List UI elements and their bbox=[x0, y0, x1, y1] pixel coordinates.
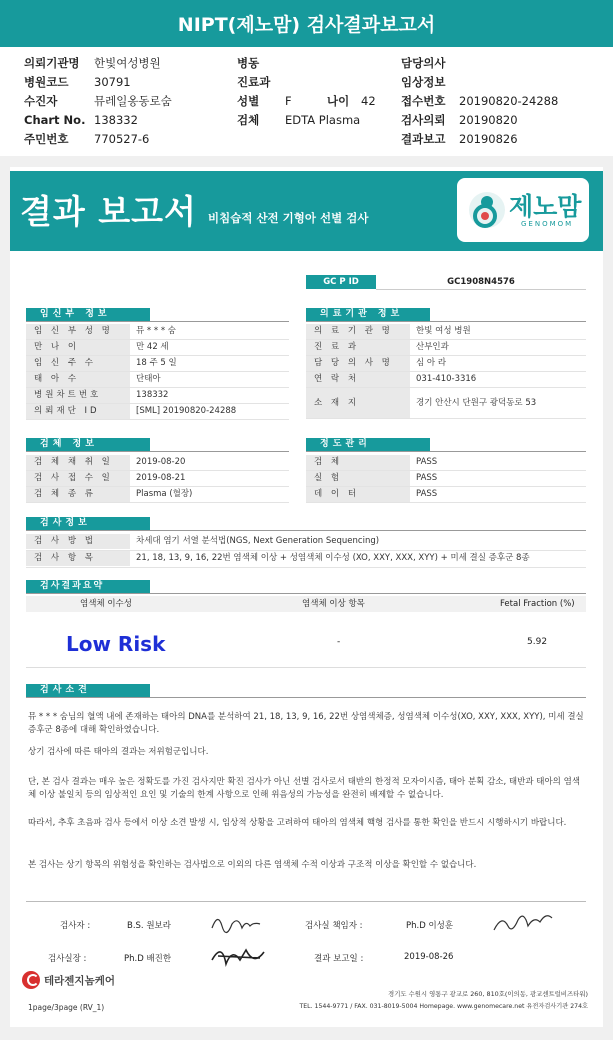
divider bbox=[26, 697, 586, 698]
header-col-2 bbox=[237, 54, 397, 130]
manager-name: Ph.D 이성훈 bbox=[406, 921, 454, 931]
report-date-label: 결과 보고일 : bbox=[314, 954, 364, 964]
hdr-label: 임상정보 bbox=[401, 75, 446, 89]
table-row bbox=[26, 534, 586, 551]
table-row bbox=[306, 455, 586, 471]
opinion-paragraph-5: 본 검사는 상기 항목의 위험성을 확인하는 검사법으로 이외의 다른 염색체 수적 이상과 구조적 이상을 확인할 수 없습니다. bbox=[28, 860, 477, 870]
row-value: PASS bbox=[416, 473, 438, 483]
hdr-row bbox=[401, 92, 601, 111]
hdr-label: 검사의뢰 bbox=[401, 113, 446, 127]
row-value: 031-410-3316 bbox=[416, 374, 477, 384]
chief-signature bbox=[206, 938, 268, 972]
hdr-label: 접수번호 bbox=[401, 94, 446, 108]
row-key: 의 료 기 관 명 bbox=[306, 324, 410, 339]
company-contact: TEL. 1544-9771 / FAX. 031-8019-5004 Homepage. www.genomecare.net 유전자검사기관 274호 bbox=[299, 1003, 588, 1010]
row-key: 임 신 부 성 명 bbox=[26, 324, 130, 339]
row-key: 임 신 주 수 bbox=[26, 356, 130, 371]
summary-item-value: - bbox=[337, 637, 341, 647]
opinion-paragraph-4: 따라서, 추후 초음파 검사 등에서 이상 소견 발생 시, 임상적 상황을 고려하여 태아의 염색체 핵형 검사를 통한 확인을 반드시 시행하시기 바랍니다. bbox=[28, 818, 567, 828]
hdr-row bbox=[24, 130, 224, 149]
hdr-row bbox=[24, 92, 224, 111]
hdr-label: 담당의사 bbox=[401, 56, 446, 70]
report-title: NIPT(제노맘) 검사결과보고서 bbox=[177, 14, 436, 36]
row-key: 병원차트번호 bbox=[26, 388, 130, 403]
hdr-label: 성별 bbox=[237, 94, 260, 108]
hdr-value: 770527-6 bbox=[94, 132, 150, 146]
hdr-row bbox=[401, 111, 601, 130]
summary-col-items: 염색체 이상 항목 bbox=[302, 599, 365, 609]
section-patient-title: 임신부 정보 bbox=[26, 308, 150, 321]
table-row bbox=[306, 487, 586, 503]
table-row bbox=[306, 324, 586, 340]
table-row bbox=[26, 356, 289, 372]
divider bbox=[26, 451, 289, 452]
manager-signature bbox=[488, 906, 558, 940]
section-summary-title: 검사결과요약 bbox=[26, 580, 150, 593]
row-value: 뮤 * * * 숨 bbox=[136, 326, 176, 336]
row-value: 심 아 라 bbox=[416, 358, 447, 368]
row-key: 데 이 터 bbox=[306, 487, 410, 502]
company-address: 경기도 수원시 영통구 광교로 260, 810호(이의동, 광교센트럴비즈타워) bbox=[388, 990, 588, 998]
table-row bbox=[26, 471, 289, 487]
section-institution-title: 의료기관 정보 bbox=[306, 308, 430, 321]
row-value: [SML] 20190820-24288 bbox=[136, 406, 237, 416]
summary-header-row bbox=[26, 596, 586, 612]
row-key: 태 아 수 bbox=[26, 372, 130, 387]
hdr-row bbox=[24, 54, 224, 73]
header-col-1 bbox=[24, 54, 224, 149]
table-row bbox=[26, 551, 586, 568]
table-row bbox=[306, 471, 586, 487]
hdr-label: 주민번호 bbox=[24, 132, 69, 146]
row-value: PASS bbox=[416, 489, 438, 499]
hdr-value: 한빛여성병원 bbox=[94, 56, 161, 70]
hdr-label: Chart No. bbox=[24, 113, 86, 127]
row-value: 차세대 염기 서열 분석법(NGS, Next Generation Sequencing) bbox=[136, 536, 380, 546]
age-label: 나이 bbox=[327, 94, 350, 108]
genomom-logo-icon bbox=[467, 190, 507, 230]
table-row bbox=[26, 388, 289, 404]
summary-col-ff: Fetal Fraction (%) bbox=[500, 599, 575, 609]
table-row bbox=[306, 340, 586, 356]
page-number: 1page/3page (RV_1) bbox=[28, 1003, 105, 1012]
genomom-logo bbox=[457, 178, 589, 242]
fetal-fraction-value: 5.92 bbox=[527, 637, 548, 647]
row-value: 만 42 세 bbox=[136, 342, 169, 352]
section-specimen-title: 검체 정보 bbox=[26, 438, 150, 451]
divider bbox=[26, 593, 586, 594]
banner-title: 결과 보고서 bbox=[20, 192, 197, 231]
row-value: 2019-08-20 bbox=[136, 457, 186, 467]
row-key: 검 사 접 수 일 bbox=[26, 471, 130, 486]
row-value: 18 주 5 일 bbox=[136, 358, 177, 368]
row-value: PASS bbox=[416, 457, 438, 467]
chief-label: 검사실장 : bbox=[48, 954, 87, 964]
table-row bbox=[306, 372, 586, 388]
table-row bbox=[26, 372, 289, 388]
divider bbox=[26, 321, 289, 322]
hdr-label: 진료과 bbox=[237, 75, 271, 89]
row-key: 진 료 과 bbox=[306, 340, 410, 355]
gcpid-label: GC P ID bbox=[306, 275, 376, 289]
hdr-label: 병원코드 bbox=[24, 75, 69, 89]
header-col-3 bbox=[401, 54, 601, 149]
hdr-value: 20190820-24288 bbox=[459, 94, 559, 108]
report-date-value: 2019-08-26 bbox=[404, 952, 454, 962]
hdr-label: 결과보고 bbox=[401, 132, 446, 146]
hdr-row bbox=[401, 54, 601, 73]
row-value: 경기 안산시 단원구 광덕동로 53 bbox=[416, 398, 537, 408]
hdr-value: 20190820 bbox=[459, 113, 518, 127]
hdr-row bbox=[24, 111, 224, 130]
tester-label: 검사자 : bbox=[60, 921, 91, 931]
company-logo-mark bbox=[27, 974, 39, 986]
row-value: 단태아 bbox=[136, 374, 161, 384]
table-row bbox=[26, 340, 289, 356]
table-row bbox=[306, 356, 586, 372]
risk-result: Low Risk bbox=[66, 632, 166, 656]
section-opinion-title: 검사소견 bbox=[26, 684, 150, 697]
table-row bbox=[26, 487, 289, 503]
row-value: 산부인과 bbox=[416, 342, 449, 352]
divider bbox=[306, 451, 586, 452]
row-key: 검 체 채 취 일 bbox=[26, 455, 130, 470]
opinion-paragraph-3: 단, 본 검사 결과는 매우 높은 정확도를 가진 검사지만 확진 검사가 아닌 선별 검사로서 태반의 한정적 모자이시즘, 태아 분획 감소, 태반과 태아의 염색체 이상 불일치 등의 임상적인 요인 및 기술의 한계 사항으로 인해 위음성의 가능성을 완전히 배제할 수 없습니다. bbox=[28, 777, 581, 800]
hdr-row bbox=[401, 73, 601, 92]
divider bbox=[26, 901, 586, 902]
opinion-paragraph-2: 상기 검사에 따른 태아의 결과는 저위험군입니다. bbox=[28, 747, 209, 757]
hdr-value: EDTA Plasma bbox=[285, 113, 361, 127]
summary-col-aneuploidy: 염색체 이수성 bbox=[80, 599, 132, 609]
hdr-label: 병동 bbox=[237, 56, 260, 70]
row-value: Plasma (혈장) bbox=[136, 489, 193, 499]
specimen-table bbox=[26, 455, 289, 503]
test-table bbox=[26, 534, 586, 568]
table-row bbox=[26, 404, 289, 420]
row-key: 만 나 이 bbox=[26, 340, 130, 355]
hdr-value: 뮤레일옹동로숨 bbox=[94, 94, 172, 108]
logo-sub: GENOMOM bbox=[521, 220, 574, 228]
row-key: 검 체 종 류 bbox=[26, 487, 130, 502]
row-value: 21, 18, 13, 9, 16, 22번 염색체 이상 + 성염색체 이수성 (XO, XXY, XXX, XYY) + 미세 결실 증후군 8종 bbox=[136, 553, 530, 563]
chief-name: Ph.D 배진한 bbox=[124, 954, 172, 964]
tester-signature bbox=[208, 910, 264, 938]
manager-label: 검사실 책임자 : bbox=[305, 921, 363, 931]
hdr-label: 의뢰기관명 bbox=[24, 56, 80, 70]
divider bbox=[306, 321, 586, 322]
company-name: 테라젠지놈케어 bbox=[44, 975, 116, 987]
table-row bbox=[26, 455, 289, 471]
gcpid-value: GC1908N4576 bbox=[376, 275, 586, 290]
divider bbox=[26, 667, 586, 668]
section-qc-title: 정도관리 bbox=[306, 438, 430, 451]
row-key: 소 재 지 bbox=[306, 388, 410, 418]
hdr-value: 30791 bbox=[94, 75, 131, 89]
hdr-value: 138332 bbox=[94, 113, 138, 127]
patient-table bbox=[26, 324, 289, 420]
hdr-label: 검체 bbox=[237, 113, 260, 127]
section-test-title: 검사정보 bbox=[26, 517, 150, 530]
banner-subtitle: 비침습적 산전 기형아 선별 검사 bbox=[208, 211, 369, 225]
institution-table bbox=[306, 324, 586, 419]
hdr-row bbox=[237, 73, 397, 92]
hdr-value: 20190826 bbox=[459, 132, 518, 146]
row-key: 담 당 의 사 명 bbox=[306, 356, 410, 371]
logo-text: 제노맘 bbox=[509, 192, 582, 221]
hdr-row bbox=[237, 54, 397, 73]
table-row bbox=[26, 324, 289, 340]
tester-name: B.S. 원보라 bbox=[127, 921, 171, 931]
hdr-value: F bbox=[285, 94, 292, 108]
hdr-label: 수진자 bbox=[24, 94, 58, 108]
qc-table bbox=[306, 455, 586, 503]
age-value: 42 bbox=[361, 94, 376, 108]
row-key: 의뢰재단 ID bbox=[26, 404, 130, 419]
row-key: 검 사 항 목 bbox=[26, 551, 130, 566]
row-key: 연 락 처 bbox=[306, 372, 410, 387]
divider bbox=[26, 530, 586, 531]
row-value: 2019-08-21 bbox=[136, 473, 186, 483]
hdr-row bbox=[237, 111, 397, 130]
report-title-bar bbox=[0, 0, 613, 47]
row-value: 한빛 여성 병원 bbox=[416, 326, 471, 336]
row-key: 실 험 bbox=[306, 471, 410, 486]
row-value: 138332 bbox=[136, 390, 169, 400]
hdr-row bbox=[237, 92, 397, 111]
row-key: 검 체 bbox=[306, 455, 410, 470]
row-key: 검 사 방 법 bbox=[26, 534, 130, 549]
opinion-paragraph-1: 뮤 * * * 숨님의 혈액 내에 존재하는 태아의 DNA를 분석하여 21, 18, 13, 9, 16, 22번 상염색체증, 성염색체 이수성(XO, XXY, XXX, XYY), 미세 결실 증후군 8종에 대해 확인하였습니다. bbox=[28, 712, 584, 735]
hdr-row bbox=[401, 130, 601, 149]
table-row bbox=[306, 388, 586, 419]
hdr-row bbox=[24, 73, 224, 92]
